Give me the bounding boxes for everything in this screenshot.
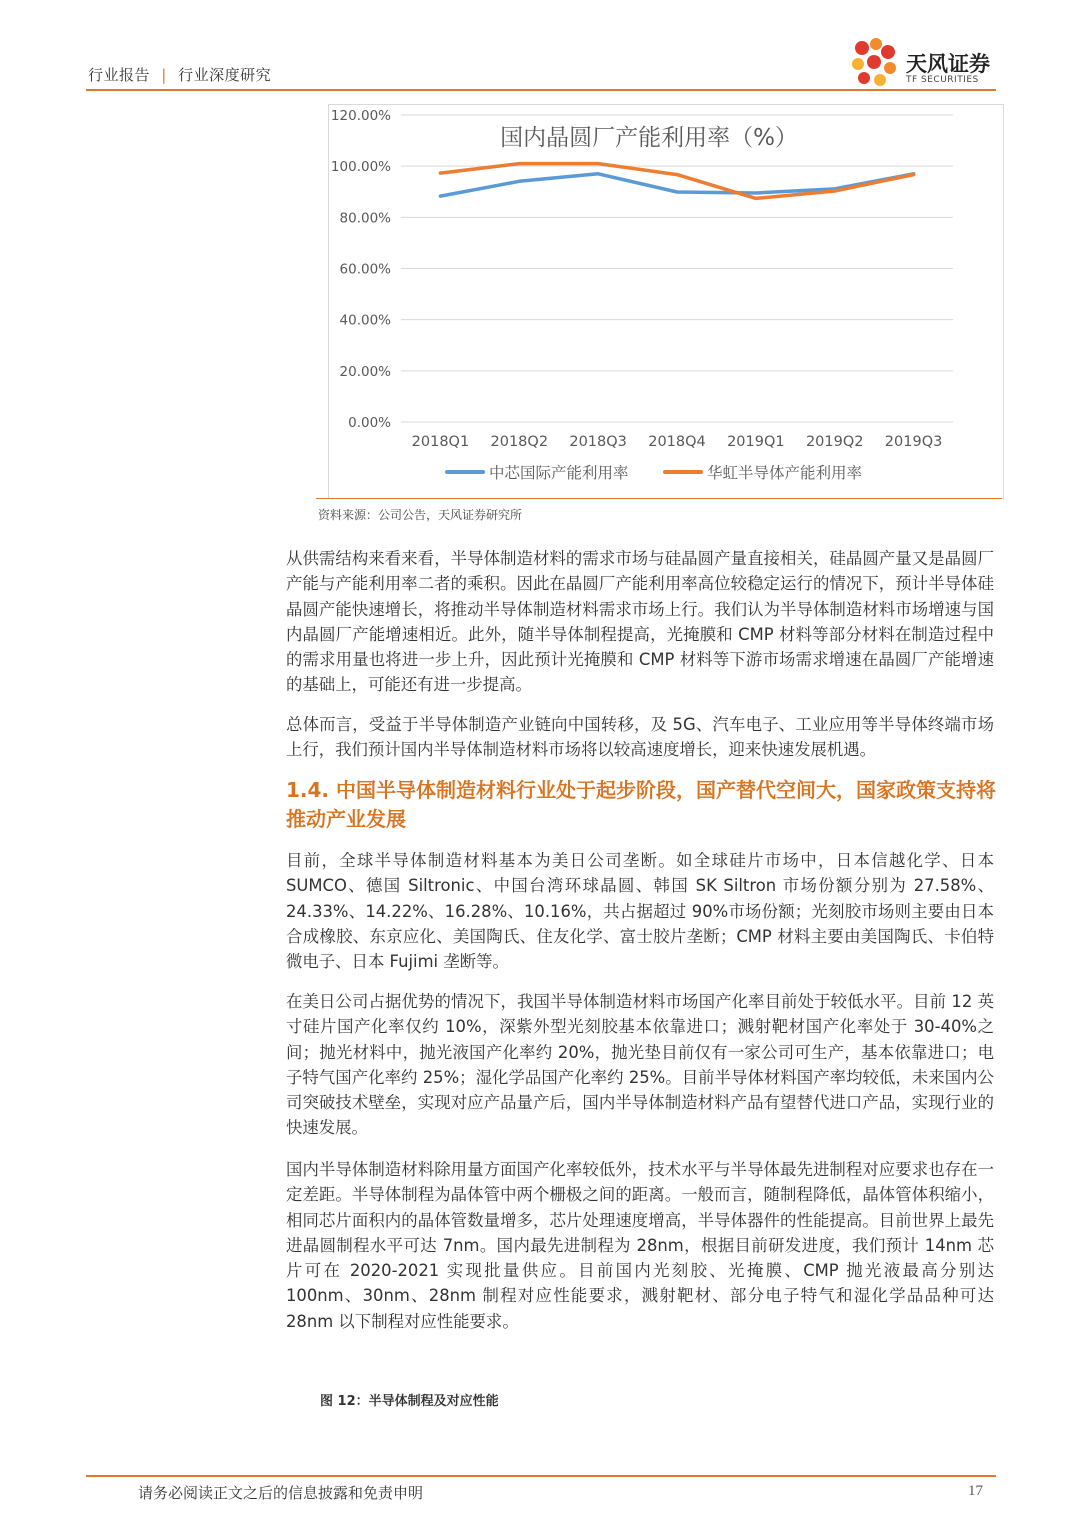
x-tick-label: 2018Q3 xyxy=(569,434,627,450)
chart-y-axis xyxy=(331,108,391,431)
chart-x-axis xyxy=(412,434,943,450)
paragraph-market-monopoly: 目前，全球半导体制造材料基本为美日公司垄断。如全球硅片市场中，日本信越化学、日本 SUMCO、德国 Siltronic、中国台湾环球晶圆、韩国 SK Siltron 市场份额分别为 27.58%、24.33%、14.22%、16.28%、10.16%，共占据超过 90%市场份额；光刻胶市场则主要由日本合成橡胶、东京应化、美国陶氏、住友化学、富士胶片垄断；CMP 材料主要由美国陶氏、卡伯特微电子、日本 Fujimi 垄断等。 xyxy=(286,851,994,972)
chart-gridlines xyxy=(401,115,953,422)
legend-label: 中芯国际产能利用率 xyxy=(489,464,629,482)
x-tick-label: 2018Q2 xyxy=(490,434,549,450)
x-tick-label: 2018Q4 xyxy=(648,434,706,450)
y-tick-label: 60.00% xyxy=(339,261,391,278)
y-tick-label: 100.00% xyxy=(330,159,391,176)
logo-subtitle: TF SECURITIES xyxy=(906,75,979,85)
x-tick-label: 2019Q2 xyxy=(805,434,864,450)
report-category: 行业深度研究 xyxy=(178,66,272,84)
legend-label: 华虹半导体产能利用率 xyxy=(707,464,863,482)
header-separator: | xyxy=(161,66,167,84)
report-type: 行业报告 xyxy=(88,66,151,84)
line-chart xyxy=(328,104,1004,499)
paragraph-process-gap: 国内半导体制造材料除用量方面国产化率较低外，技术水平与半导体最先进制程对应要求也存在一定差距。半导体制程为晶体管中两个栅极之间的距离。一般而言，随制程降低，晶体管体积缩小，相同芯片面积内的晶体管数量增多，芯片处理速度增高，半导体器件的性能提高。目前世界上最先进晶圆制程水平可达 7nm。国内最先进制程为 28nm，根据目前研发进度，我们预计 14nm 芯片可在 2020-2021 实现批量供应。目前国内光刻胶、光掩膜、CMP 抛光液最高分别达 100nm、30nm、28nm 制程对应性能要求，溅射靶材、部分电子特气和湿化学品品种可达 28nm 以下制程对应性能要求。 xyxy=(286,1160,994,1331)
y-tick-label: 20.00% xyxy=(339,363,391,380)
x-tick-label: 2018Q1 xyxy=(411,434,470,450)
paragraph-summary: 总体而言，受益于半导体制造产业链向中国转移，及 5G、汽车电子、工业应用等半导体终端市场上行，我们预计国内半导体制造材料市场将以较高速度增长，迎来快速发展机遇。 xyxy=(286,715,994,760)
chart-legend xyxy=(447,464,862,482)
flower-logo-icon xyxy=(848,34,904,90)
figure-caption: 图 12：半导体制程及对应性能 xyxy=(320,1394,499,1409)
chart-series xyxy=(440,164,913,199)
chart-canvas xyxy=(329,105,1003,498)
x-tick-label: 2019Q1 xyxy=(727,434,785,450)
series-line-1 xyxy=(440,174,913,196)
chart-bottom-rule xyxy=(316,498,1002,499)
y-tick-label: 80.00% xyxy=(339,210,391,227)
page-number: 17 xyxy=(968,1483,983,1499)
chart-source: 资料来源：公司公告，天风证券研究所 xyxy=(318,508,523,522)
y-tick-label: 120.00% xyxy=(330,108,391,124)
header-rule xyxy=(86,89,996,91)
x-tick-label: 2019Q3 xyxy=(884,434,943,450)
section-title: 1.4. 中国半导体制造材料行业处于起步阶段，国产替代空间大，国家政策支持将推动产业发展 xyxy=(286,778,996,831)
footer-disclaimer: 请务必阅读正文之后的信息披露和免责申明 xyxy=(138,1484,424,1502)
paragraph-localization-rate: 在美日公司占据优势的情况下，我国半导体制造材料市场国产化率目前处于较低水平。目前 12 英寸硅片国产化率仅约 10%，深紫外型光刻胶基本依靠进口；溅射靶材国产化率处于 30-40%之间；抛光材料中，抛光液国产化率约 20%，抛光垫目前仅有一家公司可生产，基本依靠进口；电子特气国产化率约 25%；湿化学品国产化率约 25%。目前半导体材料国产率均较低，未来国内公司突破技术壁垒，实现对应产品量产后，国内半导体制造材料产品有望替代进口产品，实现行业的快速发展。 xyxy=(286,992,994,1138)
paragraph-supply-demand: 从供需结构来看来看，半导体制造材料的需求市场与硅晶圆产量直接相关，硅晶圆产量又是晶圆厂产能与产能利用率二者的乘积。因此在晶圆厂产能利用率高位较稳定运行的情况下，预计半导体硅晶圆产能快速增长，将推动半导体制造材料需求市场上行。我们认为半导体制造材料市场增速与国内晶圆厂产能增速相近。此外，随半导体制程提高，光掩膜和 CMP 材料等部分材料在制造过程中的需求用量也将进一步上升，因此预计光掩膜和 CMP 材料等下游市场需求增速在晶圆厂产能增速的基础上，可能还有进一步提高。 xyxy=(286,549,994,695)
footer-rule xyxy=(86,1475,996,1477)
logo-name: 天风证券 xyxy=(906,52,990,76)
header-category xyxy=(88,64,271,85)
y-tick-label: 0.00% xyxy=(348,415,391,431)
y-tick-label: 40.00% xyxy=(339,312,391,329)
company-logo xyxy=(848,34,998,90)
chart-title: 国内晶圆厂产能利用率（%） xyxy=(500,125,798,151)
